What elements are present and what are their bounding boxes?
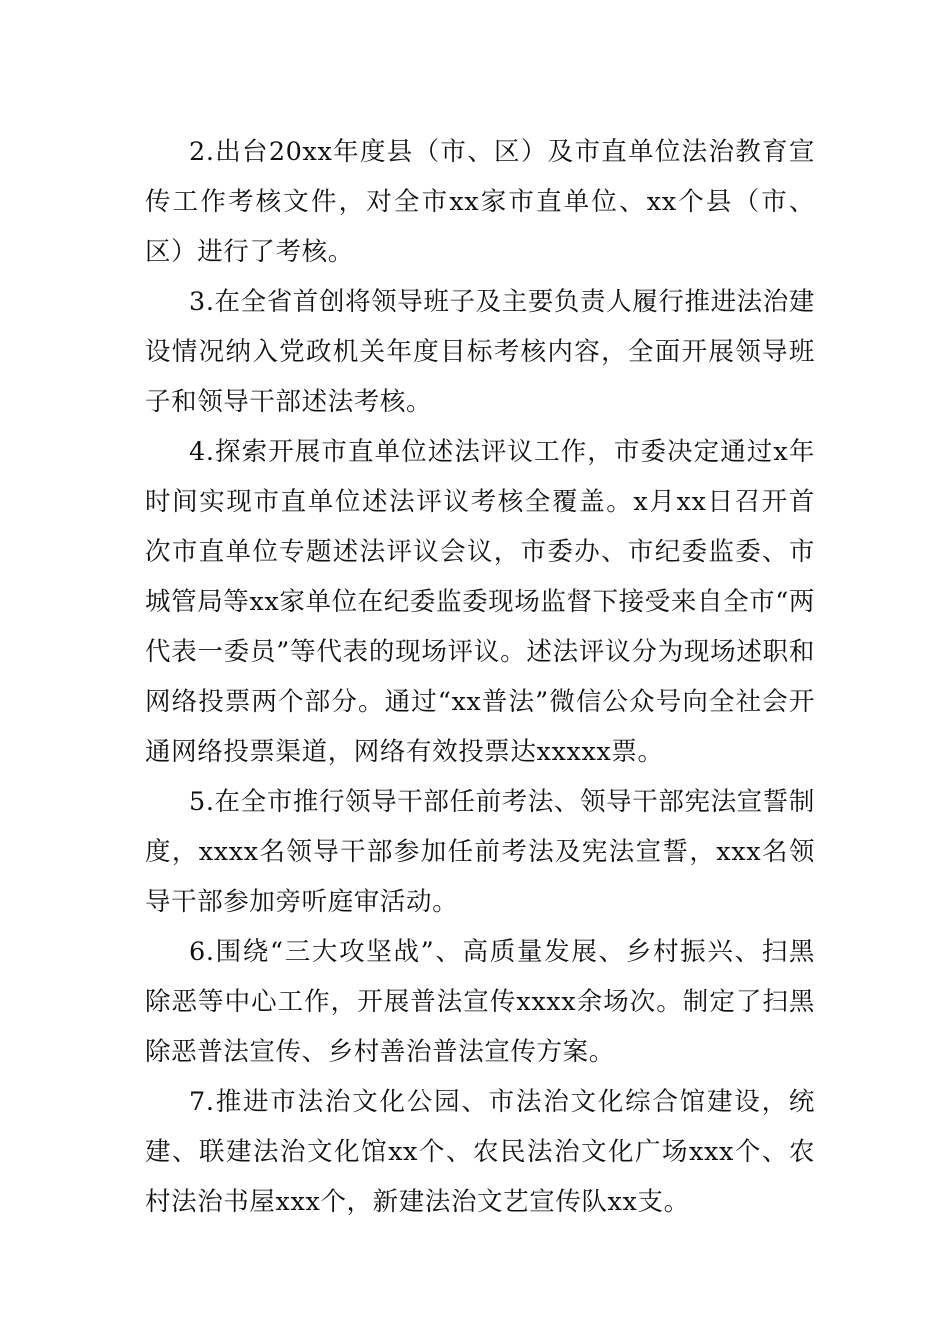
paragraph-item-5: 5.在全市推行领导干部任前考法、领导干部宪法宣誓制度，xxxx名领导干部参加任前考法及宪法宣誓，xxx名领导干部参加旁听庭审活动。: [145, 787, 815, 917]
paragraph-item-6: 6.围绕“三大攻坚战”、高质量发展、乡村振兴、扫黑除恶等中心工作，开展普法宣传xxxx余场次。制定了扫黑除恶普法宣传、乡村善治普法宣传方案。: [145, 937, 815, 1067]
paragraph-item-4: 4.探索开展市直单位述法评议工作，市委决定通过x年时间实现市直单位述法评议考核全覆盖。x月xx日召开首次市直单位专题述法评议会议，市委办、市纪委监委、市城管局等xx家单位在纪委监委现场监督下接受来自全市“两代表一委员”等代表的现场评议。述法评议分为现场述职和网络投票两个部分。通过“xx普法”微信公众号向全社会开通网络投票渠道，网络有效投票达xxxxx票。: [145, 437, 815, 767]
paragraph-item-7: 7.推进市法治文化公园、市法治文化综合馆建设，统建、联建法治文化馆xx个、农民法治文化广场xxx个、农村法治书屋xxx个，新建法治文艺宣传队xx支。: [145, 1087, 815, 1217]
paragraph-item-2: 2.出台20xx年度县（市、区）及市直单位法治教育宣传工作考核文件，对全市xx家市直单位、xx个县（市、区）进行了考核。: [145, 137, 815, 267]
document-body: [145, 127, 815, 1227]
paragraph-item-3: 3.在全省首创将领导班子及主要负责人履行推进法治建设情况纳入党政机关年度目标考核内容，全面开展领导班子和领导干部述法考核。: [145, 287, 815, 417]
